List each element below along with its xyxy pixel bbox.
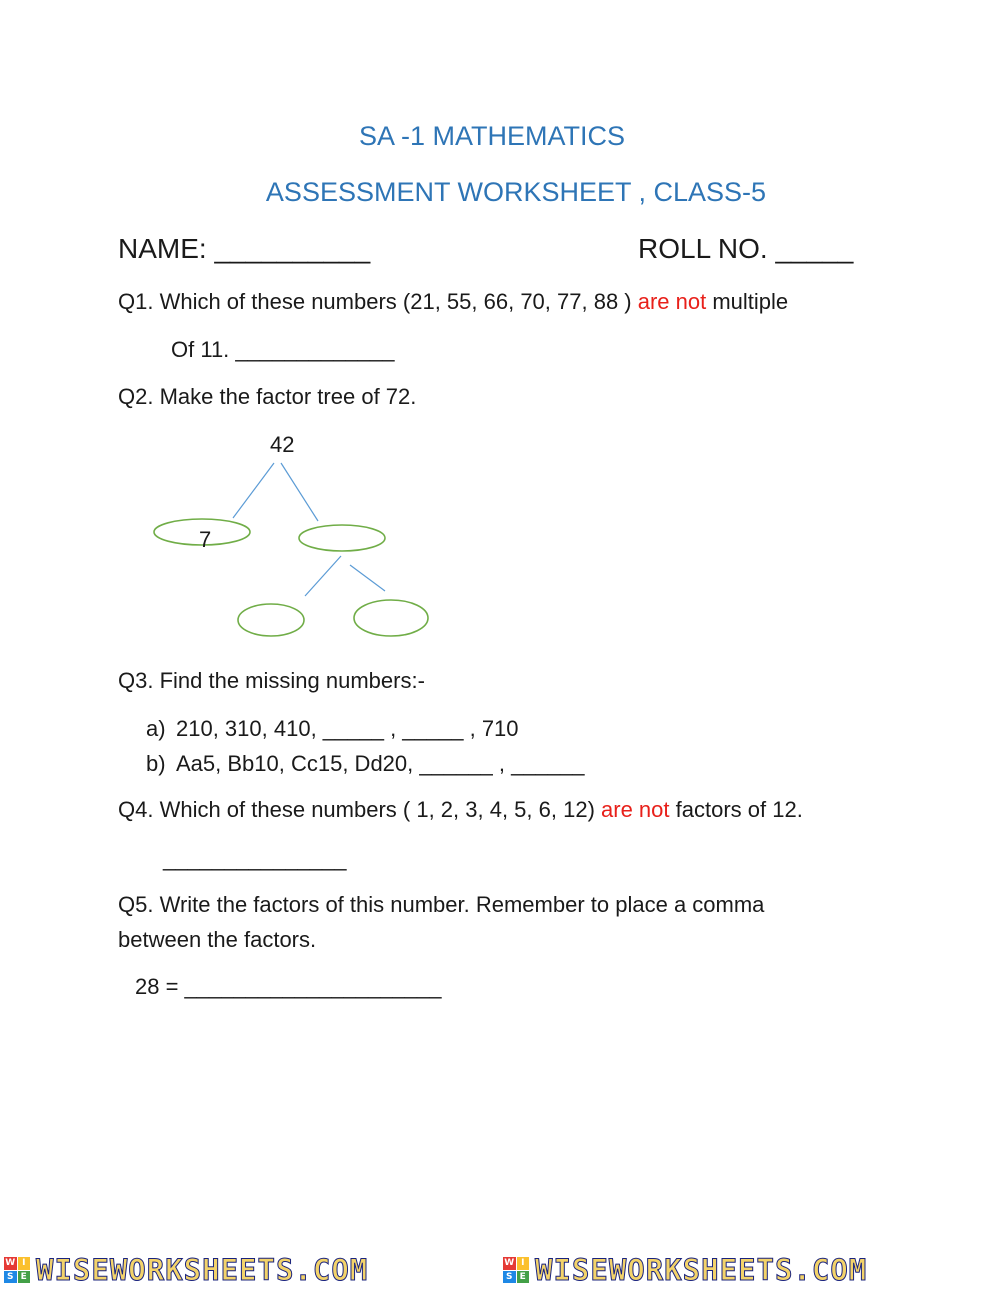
question-5-answer: 28 = _____________________ (135, 974, 442, 999)
watermark-left (4, 1250, 368, 1290)
worksheet-title: SA -1 MATHEMATICS (358, 121, 626, 151)
roll-number-field-label: ROLL NO. _____ (638, 233, 854, 264)
watermark-right (503, 1250, 867, 1290)
question-1-prefix: Q1. Which of these numbers (21, 55, 66, 70, 77, 88 ) (118, 289, 638, 314)
question-4-highlight: are not (601, 797, 670, 822)
tree-node-right[interactable] (299, 525, 385, 551)
tree-left-leaf-label: 7 (199, 527, 212, 552)
watermark-footer (0, 1248, 1000, 1291)
question-1-answer-line: Of 11. _____________ (171, 337, 395, 362)
tree-branch-lower-left (305, 556, 341, 596)
question-4-answer-line: _______________ (163, 846, 347, 871)
question-4 (118, 797, 803, 823)
tree-branch-left (233, 463, 274, 518)
question-3-item-b-marker: b) (146, 751, 166, 776)
question-2: Q2. Make the factor tree of 72. (118, 384, 417, 409)
tree-node-lower-right[interactable] (354, 600, 428, 636)
question-1-highlight: are not (637, 289, 707, 314)
name-field-label: NAME: __________ (118, 233, 371, 264)
watermark-text: WISEWORKSHEETS.COM (36, 1253, 369, 1287)
question-5-line-1: Q5. Write the factors of this number. Remember to place a comma (118, 892, 765, 917)
question-4-prefix: Q4. Which of these numbers ( 1, 2, 3, 4, 5, 6, 12) (118, 797, 602, 822)
question-3: Q3. Find the missing numbers:- (118, 668, 425, 693)
watermark-logo-icon: W I S E (503, 1257, 529, 1283)
question-5-line-2: between the factors. (118, 927, 317, 952)
worksheet-subtitle: ASSESSMENT WORKSHEET , CLASS-5 (265, 177, 767, 207)
tree-branch-lower-right (350, 565, 385, 591)
question-4-suffix: factors of 12. (669, 797, 803, 822)
question-1-suffix: multiple (706, 289, 789, 314)
question-3-item-a-marker: a) (146, 716, 166, 741)
tree-root-label: 42 (270, 432, 295, 457)
watermark-text: WISEWORKSHEETS.COM (535, 1253, 868, 1287)
tree-branch-right (281, 463, 318, 521)
watermark-logo-icon: W I S E (4, 1257, 30, 1283)
tree-node-lower-left[interactable] (238, 604, 304, 636)
question-3-item-b: Aa5, Bb10, Cc15, Dd20, ______ , ______ (176, 751, 585, 776)
question-3-item-a: 210, 310, 410, _____ , _____ , 710 (176, 716, 519, 741)
